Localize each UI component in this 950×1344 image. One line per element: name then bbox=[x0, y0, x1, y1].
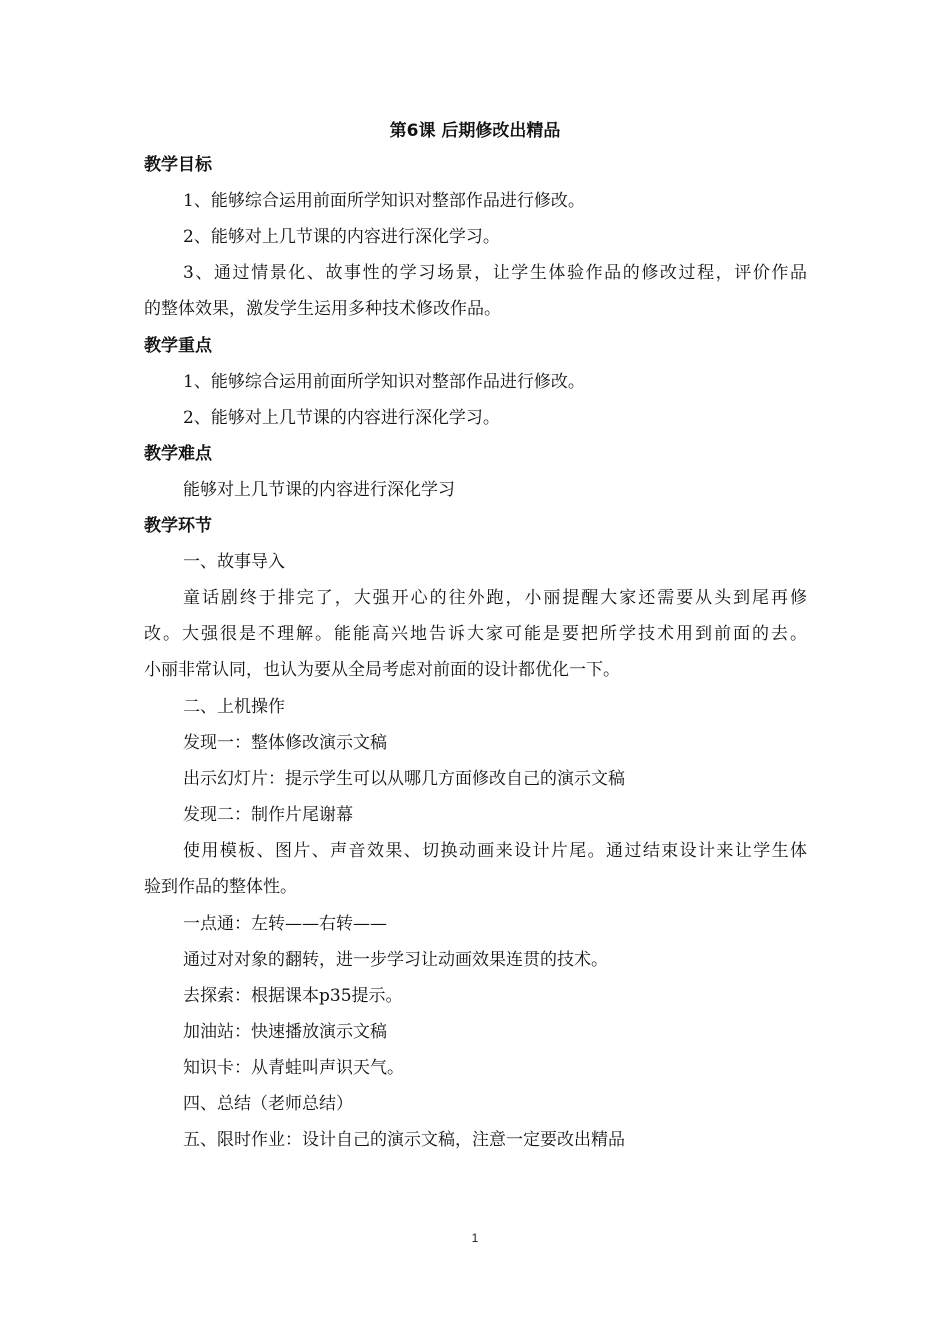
objectives-heading: 教学目标 bbox=[144, 155, 212, 175]
process-item: 一点通：左转——右转—— bbox=[183, 914, 387, 934]
process-item: 出示幻灯片：提示学生可以从哪几方面修改自己的演示文稿 bbox=[183, 769, 625, 789]
page-number: 1 bbox=[471, 1231, 479, 1245]
process-item-continuation: 验到作品的整体性。 bbox=[144, 877, 297, 897]
difficulties-item: 能够对上几节课的内容进行深化学习 bbox=[183, 480, 455, 500]
objectives-item: 2、能够对上几节课的内容进行深化学习。 bbox=[183, 227, 500, 247]
process-item: 使用模板、图片、声音效果、切换动画来设计片尾。通过结束设计来让学生体 bbox=[183, 841, 807, 861]
key-points-item: 1、能够综合运用前面所学知识对整部作品进行修改。 bbox=[183, 372, 585, 392]
process-item: 五、限时作业：设计自己的演示文稿，注意一定要改出精品 bbox=[183, 1130, 625, 1150]
process-item: 四、总结（老师总结） bbox=[183, 1094, 353, 1114]
process-item: 发现二：制作片尾谢幕 bbox=[183, 805, 353, 825]
process-item-continuation: 小丽非常认同，也认为要从全局考虑对前面的设计都优化一下。 bbox=[144, 660, 620, 680]
key-points-heading: 教学重点 bbox=[144, 336, 212, 356]
key-points-item: 2、能够对上几节课的内容进行深化学习。 bbox=[183, 408, 500, 428]
process-item: 一、故事导入 bbox=[183, 552, 285, 572]
process-item-continuation: 改。大强很是不理解。能能高兴地告诉大家可能是要把所学技术用到前面的去。 bbox=[144, 624, 807, 644]
objectives-item: 3、通过情景化、故事性的学习场景，让学生体验作品的修改过程，评价作品 bbox=[183, 263, 807, 283]
difficulties-heading: 教学难点 bbox=[144, 444, 212, 464]
objectives-item: 1、能够综合运用前面所学知识对整部作品进行修改。 bbox=[183, 191, 585, 211]
lesson-title: 第6课 后期修改出精品 bbox=[389, 121, 561, 141]
process-item: 通过对对象的翻转，进一步学习让动画效果连贯的技术。 bbox=[183, 950, 608, 970]
process-heading: 教学环节 bbox=[144, 516, 212, 536]
process-item: 去探索：根据课本p35提示。 bbox=[183, 986, 403, 1006]
process-item: 童话剧终于排完了，大强开心的往外跑，小丽提醒大家还需要从头到尾再修 bbox=[183, 588, 807, 608]
objectives-item-continuation: 的整体效果，激发学生运用多种技术修改作品。 bbox=[144, 299, 501, 319]
process-item: 加油站：快速播放演示文稿 bbox=[183, 1022, 387, 1042]
process-item: 二、上机操作 bbox=[183, 697, 285, 717]
process-item: 发现一：整体修改演示文稿 bbox=[183, 733, 387, 753]
process-item: 知识卡：从青蛙叫声识天气。 bbox=[183, 1058, 404, 1078]
